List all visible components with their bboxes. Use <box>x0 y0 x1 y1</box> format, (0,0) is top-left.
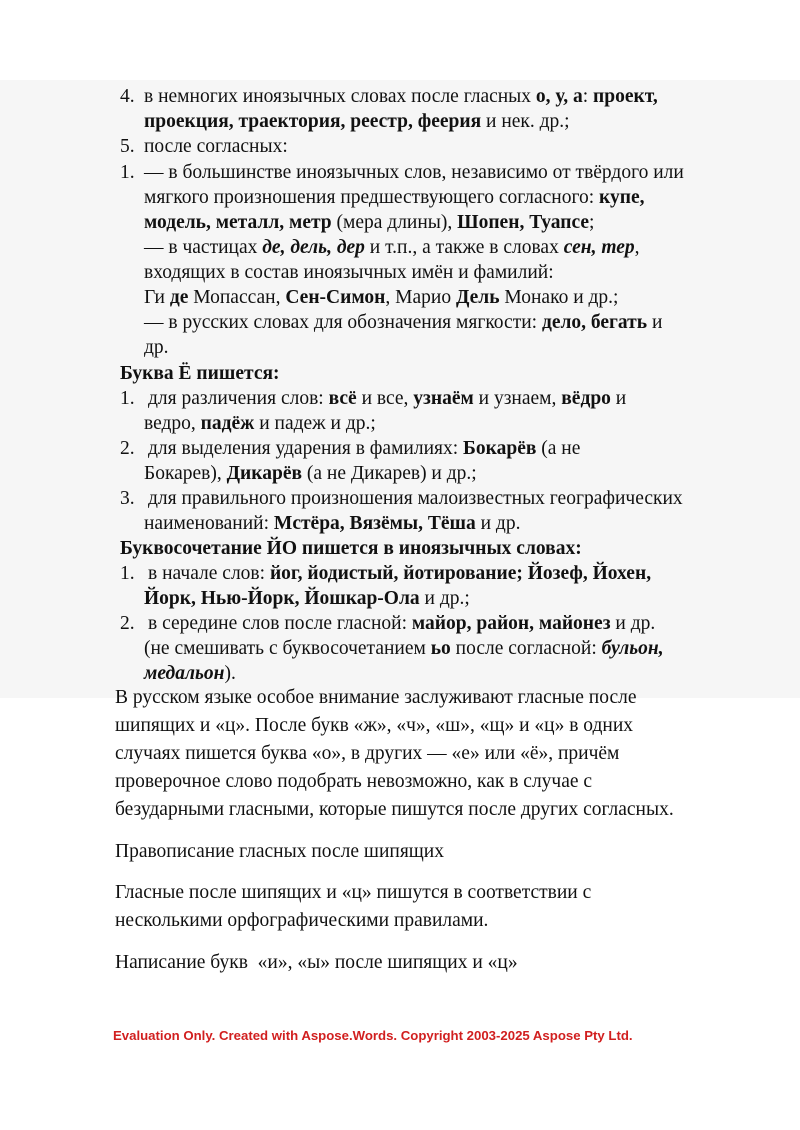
text-run: (а не Дикарев) и др.; <box>302 463 477 484</box>
paragraph-line: случаях пишется буква «о», в других — «е» или «ё», причём <box>115 743 620 764</box>
text-run: после согласных: <box>144 136 288 157</box>
text-run: и др. <box>610 613 656 634</box>
subheading-text: Написание букв «и», «ы» после шипящих и «ц» <box>115 952 518 973</box>
text-run: др. <box>144 337 169 358</box>
text-run: в начале слов: <box>148 563 270 584</box>
list-item-line <box>144 235 640 260</box>
text-run: и др.; <box>419 588 470 609</box>
emphasized-text: Дикарёв <box>226 463 303 484</box>
emphasized-text: всё <box>328 388 357 409</box>
section-heading: Буква Ё пишется: <box>120 363 280 384</box>
list-item-line <box>144 160 684 185</box>
text-run: (мера длины), <box>331 212 458 233</box>
list-item-line <box>144 335 169 360</box>
list-marker: 5. <box>120 136 135 157</box>
emphasized-text: дело, бегать <box>541 312 648 333</box>
emphasized-text: проект, <box>593 86 658 107</box>
evaluation-watermark: Evaluation Only. Created with Aspose.Words. Copyright 2003-2025 Aspose Pty Ltd. <box>113 1028 633 1043</box>
paragraph-line: несколькими орфографическими правилами. <box>115 910 489 931</box>
emphasized-text: йог, йодистый, йотирование; Йозеф, Йохен, <box>269 563 652 584</box>
text-run: для различения слов: <box>148 388 329 409</box>
emphasized-text: узнаём <box>413 388 474 409</box>
emphasized-text: сен, тер <box>563 237 635 258</box>
text-run: входящих в состав иноязычных имён и фамилий: <box>144 262 554 283</box>
paragraph-line: проверочное слово подобрать невозможно, как в случае с <box>115 771 593 792</box>
list-item-line <box>144 310 662 335</box>
text-run: ). <box>224 663 236 684</box>
list-item-line <box>148 386 626 411</box>
emphasized-text: Дель <box>455 287 500 308</box>
emphasized-text: проекция, траектория, реестр, феерия <box>144 111 482 132</box>
list-item-line <box>144 511 520 536</box>
emphasized-text: вёдро <box>561 388 611 409</box>
emphasized-text: бульон, <box>601 638 664 659</box>
paragraph-line: безударными гласными, которые пишутся после других согласных. <box>115 799 674 820</box>
text-run: в немногих иноязычных словах после гласных <box>144 86 536 107</box>
emphasized-text: о, у, а <box>535 86 583 107</box>
text-run: наименований: <box>144 513 274 534</box>
text-run: ; <box>589 212 595 233</box>
text-run: мягкого произношения предшествующего согласного: <box>144 187 600 208</box>
text-run: Ги <box>144 287 170 308</box>
section-heading: Буквосочетание ЙО пишется в иноязычных словах: <box>120 538 582 559</box>
list-marker: 1. <box>120 162 135 183</box>
emphasized-text: медальон <box>144 663 225 684</box>
text-run: и нек. др.; <box>481 111 570 132</box>
list-marker: 4. <box>120 86 135 107</box>
subheading-text: Правописание гласных после шипящих <box>115 841 444 862</box>
text-run: , Марио <box>385 287 456 308</box>
emphasized-text: Шопен, Туапсе <box>457 212 590 233</box>
text-run: в середине слов после гласной: <box>148 613 412 634</box>
text-run: для выделения ударения в фамилиях: <box>148 438 464 459</box>
list-item-line <box>148 561 651 586</box>
text-run: после согласной: <box>450 638 602 659</box>
emphasized-text: Бокарёв <box>463 438 537 459</box>
list-item-line <box>144 84 658 109</box>
text-run: — в частицах <box>144 237 263 258</box>
text-run: и все, <box>356 388 414 409</box>
list-item-line <box>144 586 470 611</box>
text-run: — в большинстве иноязычных слов, независимо от твёрдого или <box>144 162 684 183</box>
list-item-line <box>144 636 664 661</box>
list-item-line <box>144 661 236 686</box>
list-item-line <box>144 185 645 210</box>
list-item-line <box>144 134 288 159</box>
text-run: Бокарев), <box>144 463 227 484</box>
list-marker: 1. <box>120 563 135 584</box>
text-run: и <box>610 388 627 409</box>
list-marker: 2. <box>120 438 135 459</box>
emphasized-text: де <box>169 287 189 308</box>
paragraph-line: Гласные после шипящих и «ц» пишутся в соответствии с <box>115 882 592 903</box>
list-item-line <box>144 285 618 310</box>
paragraph-line: В русском языке особое внимание заслуживают гласные после <box>115 687 637 708</box>
list-item-line <box>144 411 376 436</box>
list-item-line <box>144 260 554 285</box>
list-item-line <box>148 486 683 511</box>
text-run: и др. <box>475 513 521 534</box>
text-run: и т.п., а также в словах <box>364 237 564 258</box>
emphasized-text: де, дель, дер <box>262 237 365 258</box>
text-run: , <box>634 237 640 258</box>
list-item-line <box>148 611 655 636</box>
text-run: (не смешивать с буквосочетанием <box>144 638 431 659</box>
list-marker: 1. <box>120 388 135 409</box>
text-run: : <box>582 86 594 107</box>
text-run: (а не <box>536 438 581 459</box>
text-run: Монако и др.; <box>499 287 619 308</box>
text-run: ведро, <box>144 413 201 434</box>
text-run: и <box>647 312 663 333</box>
emphasized-text: Сен-Симон <box>285 287 386 308</box>
list-item-line <box>144 109 570 134</box>
text-run: и падеж и др.; <box>254 413 376 434</box>
emphasized-text: Йорк, Нью-Йорк, Йошкар-Ола <box>144 588 420 609</box>
emphasized-text: купе, <box>599 187 645 208</box>
list-marker: 3. <box>120 488 135 509</box>
emphasized-text: ьо <box>430 638 451 659</box>
text-run: и узнаем, <box>473 388 562 409</box>
emphasized-text: модель, металл, метр <box>144 212 332 233</box>
list-marker: 2. <box>120 613 135 634</box>
paragraph-line: шипящих и «ц». После букв «ж», «ч», «ш», «щ» и «ц» в одних <box>115 715 634 736</box>
emphasized-text: майор, район, майонез <box>411 613 611 634</box>
list-item-line <box>148 436 580 461</box>
text-run: для правильного произношения малоизвестных географических <box>148 488 683 509</box>
text-run: — в русских словах для обозначения мягкости: <box>144 312 542 333</box>
list-item-line <box>144 461 477 486</box>
text-run: Мопассан, <box>188 287 286 308</box>
emphasized-text: Мстёра, Вязёмы, Тёша <box>273 513 476 534</box>
emphasized-text: падёж <box>200 413 255 434</box>
list-item-line <box>144 210 594 235</box>
